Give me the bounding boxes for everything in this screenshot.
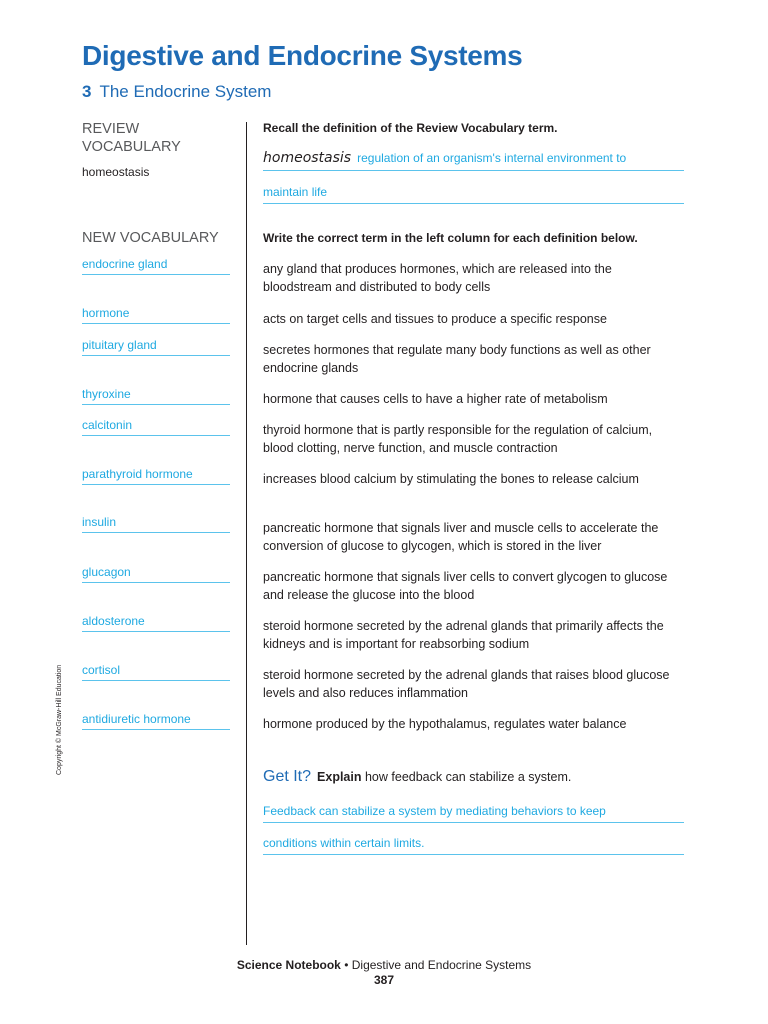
lesson-title: The Endocrine System xyxy=(99,82,272,101)
page-footer: Science Notebook • Digestive and Endocrine Systems xyxy=(236,958,532,972)
handwritten-term: homeostasis xyxy=(263,150,352,166)
vocab-definition: increases blood calcium by stimulating the bones to release calcium xyxy=(263,472,639,486)
vocab-term-insulin[interactable]: insulin xyxy=(82,515,230,533)
explain-label: Explain xyxy=(317,770,362,784)
vocab-term-cortisol[interactable]: cortisol xyxy=(82,663,230,681)
review-word: homeostasis xyxy=(82,165,150,179)
footer-chapter: Digestive and Endocrine Systems xyxy=(351,958,532,972)
vocab-term-pituitary-gland[interactable]: pituitary gland xyxy=(82,338,230,356)
get-it-label: Get It? xyxy=(263,768,312,785)
lesson-heading xyxy=(82,82,271,102)
vocab-definition: steroid hormone secreted by the adrenal glands that raises blood glucose levels and also reduces inflammation xyxy=(263,668,670,700)
footer-book-title: Science Notebook xyxy=(236,958,341,972)
review-instruction: Recall the definition of the Review Vocabulary term. xyxy=(263,121,558,135)
vocab-definition: hormone produced by the hypothalamus, regulates water balance xyxy=(263,717,627,731)
page-title: Digestive and Endocrine Systems xyxy=(82,40,523,71)
vocab-term-glucagon[interactable]: glucagon xyxy=(82,565,230,583)
vocab-definition: thyroid hormone that is partly responsible for the regulation of calcium, blood clotting, nerve function, and muscle contraction xyxy=(263,423,653,455)
vocab-definition: steroid hormone secreted by the adrenal glands that primarily affects the kidneys and is important for reabsorbing sodium xyxy=(263,619,664,651)
vocab-term-parathyroid-hormone[interactable]: parathyroid hormone xyxy=(82,467,230,485)
vocab-term-calcitonin[interactable]: calcitonin xyxy=(82,418,230,436)
vocab-term-thyroxine[interactable]: thyroxine xyxy=(82,387,230,405)
vocab-term-endocrine-gland[interactable]: endocrine gland xyxy=(82,257,230,275)
new-vocabulary-label: NEW VOCABULARY xyxy=(82,230,219,246)
get-it-prompt: Get It? Explain how feedback can stabilize a system. xyxy=(263,768,572,785)
vocab-definition: pancreatic hormone that signals liver and muscle cells to accelerate the conversion of glucose to glycogen, which is stored in the liver xyxy=(263,521,659,553)
copyright-notice: Copyright © McGraw-Hill Education xyxy=(56,664,63,775)
get-it-answer-line-1[interactable]: Feedback can stabilize a system by mediating behaviors to keep xyxy=(263,804,684,823)
vocab-term-aldosterone[interactable]: aldosterone xyxy=(82,614,230,632)
page-number: 387 xyxy=(373,973,395,987)
vocab-term-hormone[interactable]: hormone xyxy=(82,306,230,324)
review-answer-line-1[interactable]: homeostasis regulation of an organism's internal environment to xyxy=(263,150,684,171)
new-vocabulary-instruction: Write the correct term in the left column for each definition below. xyxy=(263,231,638,245)
column-divider xyxy=(246,122,247,945)
vocab-definition: acts on target cells and tissues to produce a specific response xyxy=(263,312,607,326)
vocab-definition: secretes hormones that regulate many body functions as well as other endocrine glands xyxy=(263,343,651,375)
lesson-number: 3 xyxy=(82,82,92,101)
vocab-definition: pancreatic hormone that signals liver cells to convert glycogen to glucose and release the glucose into the blood xyxy=(263,570,668,602)
review-answer-line-2[interactable]: maintain life xyxy=(263,185,684,204)
vocab-definition: any gland that produces hormones, which are released into the bloodstream and distributed to body cells xyxy=(263,262,612,294)
review-vocabulary-label: REVIEW VOCABULARY xyxy=(82,121,181,155)
vocab-term-antidiuretic-hormone[interactable]: antidiuretic hormone xyxy=(82,712,230,730)
vocab-definition: hormone that causes cells to have a higher rate of metabolism xyxy=(263,392,608,406)
get-it-answer-line-2[interactable]: conditions within certain limits. xyxy=(263,836,684,855)
